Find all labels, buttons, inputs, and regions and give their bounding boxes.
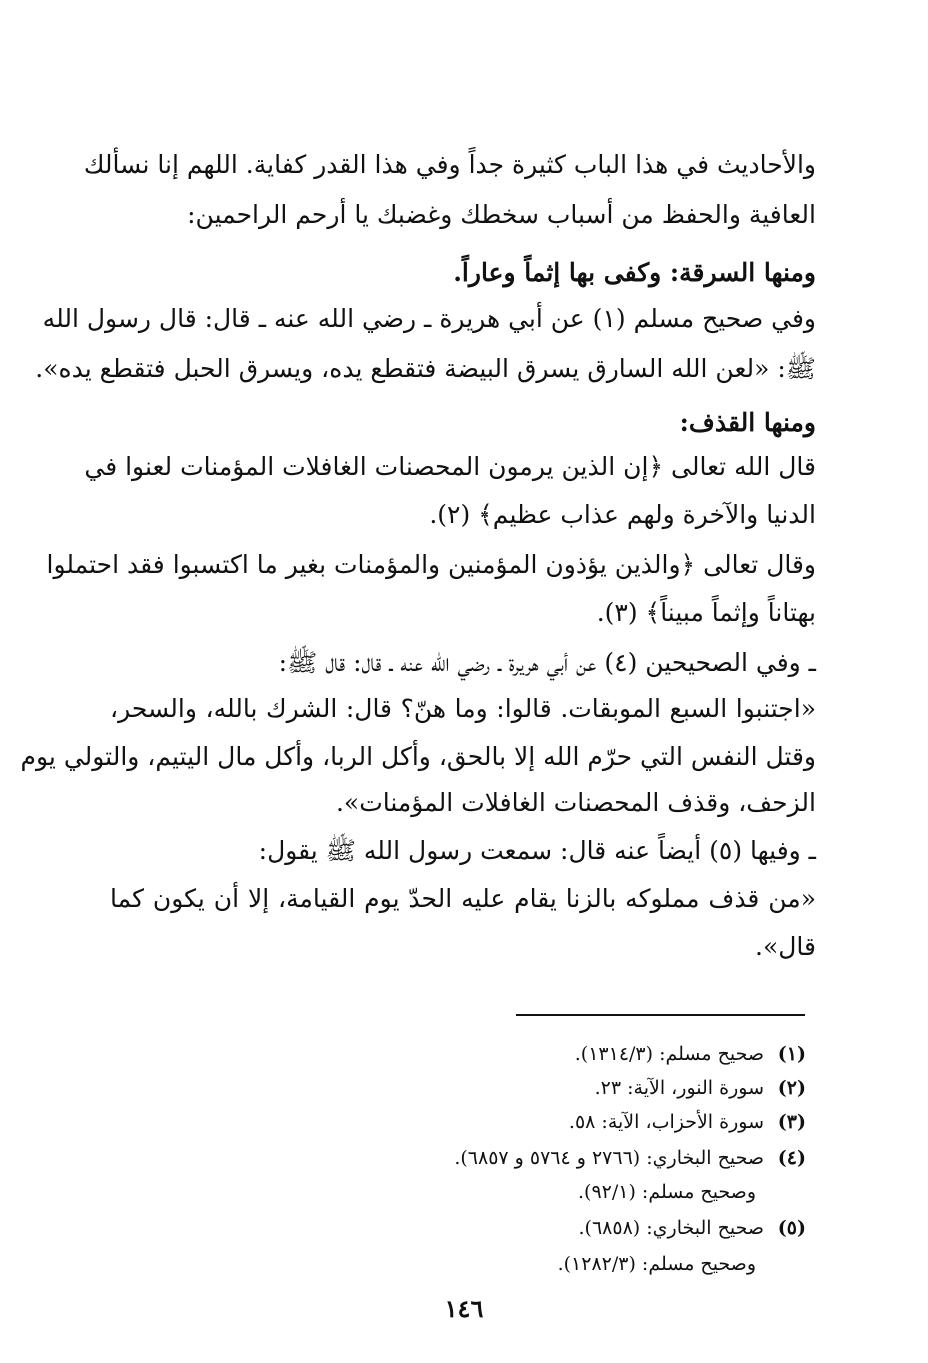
footnote-number: (٣) (777, 1111, 806, 1133)
section-heading-slander: ومنها القذف: (679, 408, 816, 437)
body-line-11: ـ وفي الصحيحين (٤) عن أبي هريرة ـ رضي الله عنه ـ قال: قال ﷺ: (278, 648, 816, 677)
body-line-12: «اجتنبوا السبع الموبقات. قالوا: وما هنّ؟ قال: الشرك بالله، والسحر، (110, 694, 816, 723)
footnote-number: (٢) (777, 1077, 806, 1099)
footnote-1 (246, 1040, 806, 1068)
body-line-9: وقال تعالى ﴿والذين يؤذون المؤمنين والمؤمنات بغير ما اكتسبوا فقد احتملوا (46, 550, 816, 579)
body-line-15: ـ وفيها (٥) أيضاً عنه قال: سمعت رسول الله ﷺ يقول: (258, 836, 816, 865)
body-line-17: قال». (755, 932, 816, 961)
body-line-2: العافية والحفظ من أسباب سخطك وغضبك يا أرحم الراحمين: (187, 200, 816, 229)
footnote-text: سورة النور، الآية: ٢٣. (594, 1077, 764, 1099)
footnote-number: (٤) (777, 1147, 806, 1169)
footnote-separator (516, 1014, 805, 1016)
footnote-text: صحيح البخاري: (٦٨٥٨). (578, 1217, 764, 1239)
body-line-7: قال الله تعالى ﴿إن الذين يرمون المحصنات الغافلات المؤمنات لعنوا في (84, 452, 816, 481)
body-line-4: وفي صحيح مسلم (١) عن أبي هريرة ـ رضي الله عنه ـ قال: قال رسول الله (42, 304, 816, 333)
body-line-5: ﷺ: «لعن الله السارق يسرق البيضة فتقطع يده، ويسرق الحبل فتقطع يده». (35, 354, 816, 383)
footnote-text: وصحيح مسلم: (١٢٨٢/٣). (557, 1253, 756, 1275)
body-line-10: بهتاناً وإثماً مبيناً﴾ (٣). (596, 598, 816, 627)
page-number: ١٤٦ (444, 1294, 484, 1323)
body-line-16: «من قذف مملوكه بالزنا يقام عليه الحدّ يوم القيامة، إلا أن يكون كما (110, 884, 816, 913)
body-line-14: الزحف، وقذف المحصنات الغافلات المؤمنات». (335, 788, 816, 817)
footnote-4-continued (196, 1178, 756, 1206)
footnote-text: صحيح مسلم: (١٣١٤/٣). (574, 1043, 764, 1065)
footnote-text: وصحيح مسلم: (٩٢/١). (577, 1181, 756, 1203)
footnote-4 (246, 1144, 806, 1172)
body-line-13: وقتل النفس التي حرّم الله إلا بالحق، وأكل الربا، وأكل مال اليتيم، والتولي يوم (20, 742, 816, 771)
footnote-5-continued (196, 1250, 756, 1278)
footnote-number: (٥) (777, 1217, 806, 1239)
footnote-text: سورة الأحزاب، الآية: ٥٨. (568, 1111, 764, 1133)
footnote-5 (246, 1214, 806, 1242)
body-line-1: والأحاديث في هذا الباب كثيرة جداً وفي هذا القدر كفاية. اللهم إنا نسألك (83, 150, 816, 179)
footnote-number: (١) (777, 1043, 806, 1065)
footnote-text: صحيح البخاري: (٢٧٦٦ و ٥٧٦٤ و ٦٨٥٧). (454, 1147, 764, 1169)
body-line-8: الدنيا والآخرة ولهم عذاب عظيم﴾ (٢). (429, 500, 816, 529)
section-heading-theft: ومنها السرقة: وكفى بها إثماً وعاراً. (453, 258, 816, 287)
footnote-3 (246, 1108, 806, 1136)
footnote-2 (246, 1074, 806, 1102)
